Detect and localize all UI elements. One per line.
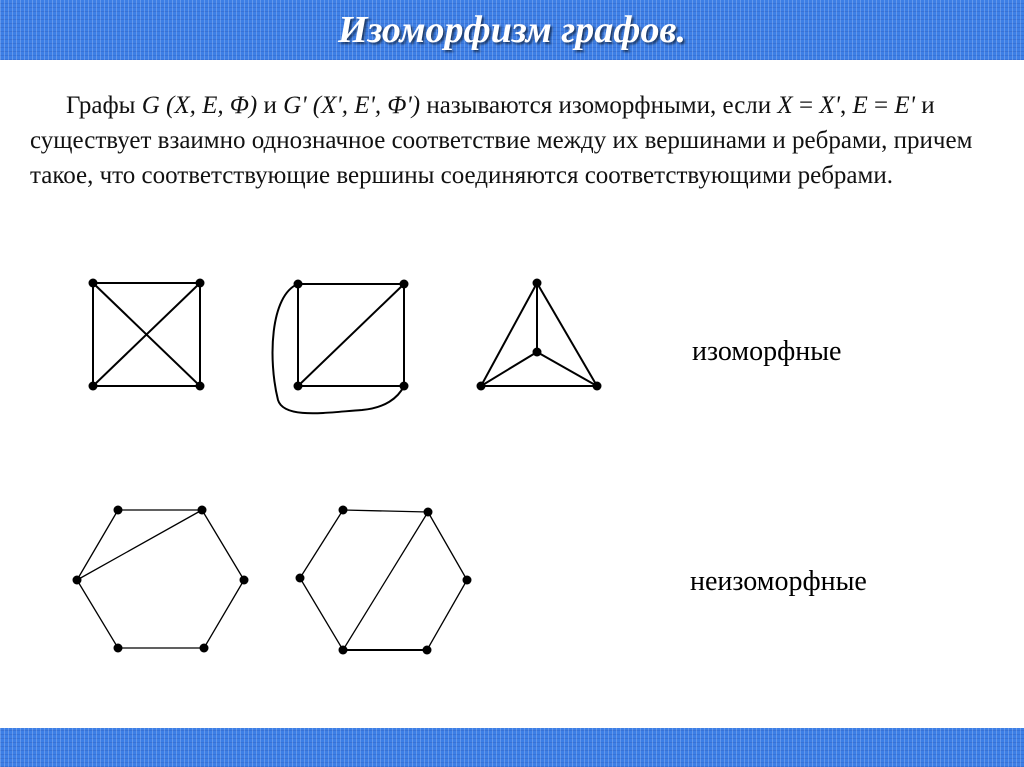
vertex <box>463 576 472 585</box>
set-x-prime: X' <box>819 92 840 119</box>
para-text-3: называются изоморфными, если <box>420 92 778 119</box>
vertex <box>423 646 432 655</box>
vertex <box>198 506 207 515</box>
vertex <box>400 280 409 289</box>
vertex <box>114 506 123 515</box>
graph-square-curved-edge <box>273 284 404 413</box>
vertex <box>196 279 205 288</box>
edge <box>300 510 343 578</box>
edge <box>77 580 118 648</box>
vertex <box>200 644 209 653</box>
edge <box>202 510 244 580</box>
set-x: X <box>777 92 793 119</box>
edge <box>427 580 467 650</box>
edge <box>537 283 597 386</box>
vertex <box>296 574 305 583</box>
set-e-prime: E' <box>894 92 915 119</box>
edge <box>343 510 428 512</box>
graph-g-notation: G (X, E, Φ) <box>141 92 258 119</box>
edge <box>204 580 244 648</box>
vertex <box>339 506 348 515</box>
para-comma: , <box>839 92 853 119</box>
vertex <box>424 508 433 517</box>
footer-bar <box>0 728 1024 767</box>
graph-hexagon-chord-b <box>300 510 467 650</box>
chord <box>77 510 202 580</box>
vertex <box>294 280 303 289</box>
para-eq-2: = <box>867 92 895 119</box>
vertex <box>294 382 303 391</box>
vertex <box>533 279 542 288</box>
vertex <box>196 382 205 391</box>
graph-square-diagonals <box>93 283 200 386</box>
edge <box>298 284 404 386</box>
vertex <box>400 382 409 391</box>
para-text-2: и <box>257 92 284 119</box>
slide-title: Изоморфизм графов. <box>338 9 686 51</box>
para-text-1: Графы <box>66 92 142 119</box>
edge <box>428 512 467 580</box>
vertex <box>593 382 602 391</box>
edge <box>481 283 537 386</box>
label-isomorphic: изоморфные <box>692 336 842 367</box>
edge <box>77 510 118 580</box>
graph-hexagon-chord-a <box>77 510 244 648</box>
set-e: E <box>852 92 868 119</box>
vertex <box>477 382 486 391</box>
vertex <box>339 646 348 655</box>
vertex <box>89 279 98 288</box>
vertex <box>73 576 82 585</box>
chord <box>343 512 428 650</box>
label-non-isomorphic: неизоморфные <box>690 566 867 597</box>
graph-g-prime-notation: G' (X', E', Φ') <box>283 92 421 119</box>
graph-triangle-center <box>481 283 597 386</box>
vertex <box>240 576 249 585</box>
vertex <box>533 348 542 357</box>
vertex <box>114 644 123 653</box>
para-text-4: и существует взаимно однозначное соответствие между их вершинами и ребрами, причем такое, что соответствующие вершины соединяются соответствующими ребрами. <box>30 92 973 189</box>
vertex <box>89 382 98 391</box>
edge <box>300 578 343 650</box>
para-eq-1: = <box>792 92 820 119</box>
